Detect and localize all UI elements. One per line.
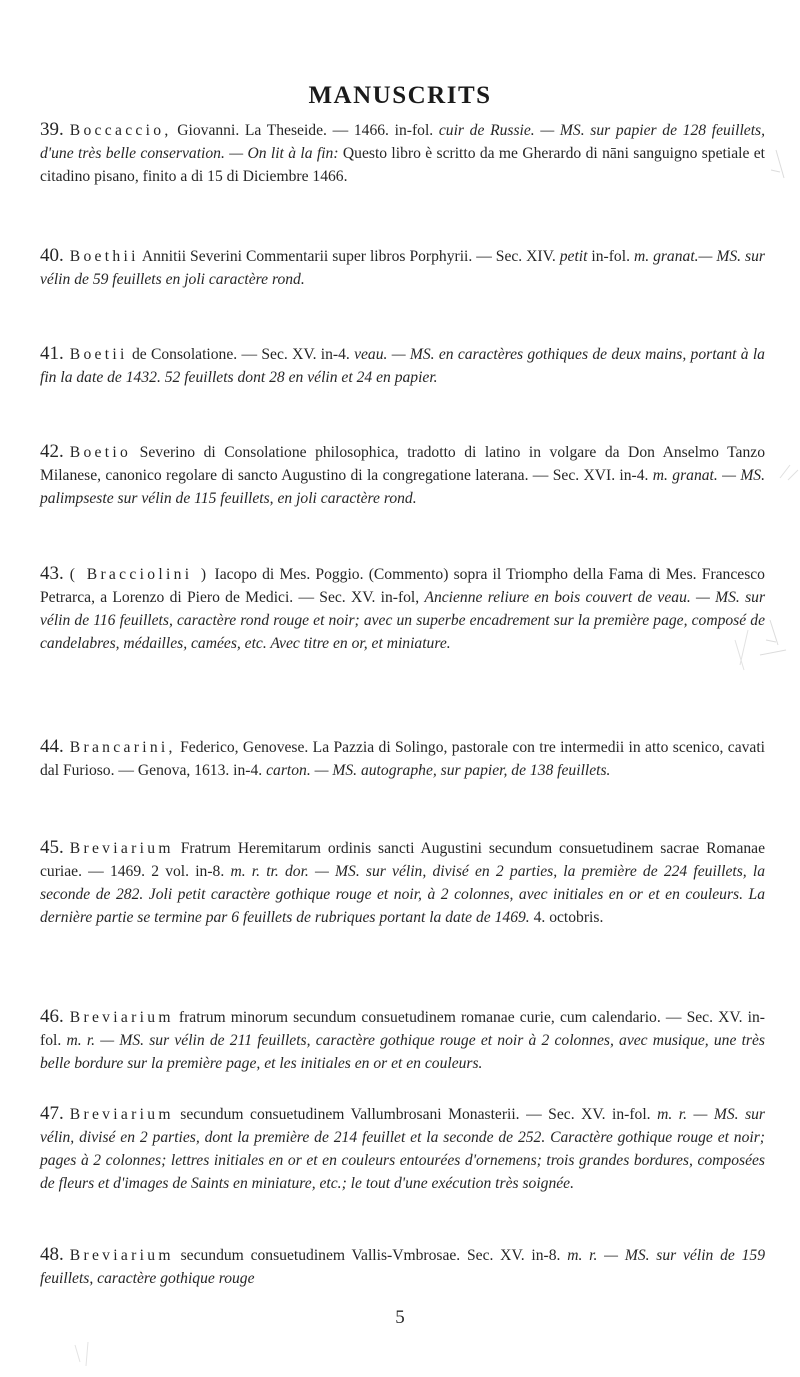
entry-text: Annitii Severini Commentarii super libros Porphyrii. — Sec. XIV. (141, 248, 556, 265)
entry-description: — MS. sur papier de 128 feuillets, d'une très belle conservation. — On lit à la fin: (40, 122, 766, 162)
entry-43 (40, 562, 765, 655)
entry-text: secundum consuetudinem Vallumbrosani Monasterii. — Sec. XV. in-fol. (180, 1106, 651, 1123)
entry-text: Iacopo di Mes. Poggio. (Commento) sopra il Triompho della Fama di Mes. Francesco Petrarca, a Lorenzo di Piero de Medici. — Sec. XV. in-fol, (40, 566, 765, 606)
entry-text: Federico, Genovese. La Pazzia di Solingo, pastorale con tre intermedii in atto scenico, cavati dal Furioso. — Genova, 1613. in-4. (40, 739, 765, 779)
entry-number: 39. (40, 119, 64, 140)
entry-41 (40, 342, 765, 389)
entry-description: m. r. — MS. sur vélin de 211 feuillets, caractère gothique rouge et noir à 2 colonnes, avec musique, une très belle bordure sur la première page, et les initiales en or et en couleurs. (40, 1032, 765, 1072)
entry-48 (40, 1243, 765, 1290)
entry-text: de Consolatione. — Sec. XV. in-4. (131, 346, 350, 363)
entry-heading: Boethii (69, 248, 139, 265)
entry-heading: Boccaccio, (69, 122, 172, 139)
page-number: 5 (395, 1307, 405, 1328)
entry-39 (40, 118, 765, 188)
entry-45 (40, 836, 765, 929)
entry-47 (40, 1102, 765, 1195)
entry-heading: Breviarium (69, 840, 174, 857)
entry-heading: Boetio (69, 444, 132, 461)
entry-description: veau. — MS. en caractères gothiques de deux mains, portant à la fin la date de 1432. 52 feuillets dont 28 en vélin et 24 en papier. (40, 346, 765, 386)
entry-number: 46. (40, 1006, 64, 1027)
entry-number: 40. (40, 245, 64, 266)
entry-text: fratrum minorum secundum consuetudinem romanae curie, cum calendario. — Sec. XV. in-fol. (40, 1009, 765, 1049)
entry-number: 47. (40, 1103, 64, 1124)
entry-heading: Breviarium (69, 1247, 174, 1264)
entry-heading: Brancarini, (69, 739, 176, 756)
entry-number: 42. (40, 441, 64, 462)
entry-description: Ancienne reliure en bois couvert de veau. — MS. sur vélin de 116 feuillets, caractère rond rouge et noir; avec un superbe encadrement sur la première page, composé de candelabres, médailles, camées, etc. Avec titre en or, et miniature. (40, 589, 766, 652)
entry-44 (40, 735, 765, 782)
entry-description: m. r. — MS. sur vélin de 159 feuillets, caractère gothique rouge (40, 1247, 765, 1287)
entry-text: Giovanni. La Theseide. — 1466. in-fol. (177, 122, 434, 139)
entry-number: 44. (40, 736, 64, 757)
entry-description: m. r. tr. dor. — MS. sur vélin, divisé en 2 parties, la première de 224 feuillets, la seconde de 282. Joli petit caractère gothique rouge et noir, à 2 colonnes, avec initiales en or et en couleurs. La dernière partie se termine par 6 feuillets de rubriques portant la date de 1469. (40, 863, 766, 926)
entry-heading: Breviarium (69, 1009, 174, 1026)
entry-description: carton. — MS. autographe, sur papier, de 138 feuillets. (266, 762, 611, 779)
entry-number: 41. (40, 343, 64, 364)
entry-number: 43. (40, 563, 64, 584)
entry-description: m. granat. — MS. palimpseste sur vélin de 115 feuillets, en joli caractère rond. (40, 467, 765, 507)
entry-heading: Breviarium (69, 1106, 174, 1123)
entry-number: 45. (40, 837, 64, 858)
entry-46 (40, 1005, 765, 1075)
entry-binding: cuir de Russie. (438, 122, 535, 139)
entry-42 (40, 440, 765, 510)
running-head: MANUSCRITS (308, 82, 492, 109)
entry-text: secundum consuetudinem Vallis-Vmbrosae. Sec. XV. in-8. (180, 1247, 561, 1264)
entry-text: Fratrum Heremitarum ordinis sancti Augustini secundum consuetudinem sacrae Romanae curiae. — 1469. 2 vol. in-8. (40, 840, 766, 880)
entry-colophon: Questo libro è scritto da me Gherardo di nāni sanguigno spetiale et citadino pisano, finito a di 15 di Diciembre 1466. (40, 145, 765, 185)
entry-description: m. r. — MS. sur vélin, divisé en 2 parties, dont la première de 214 feuillet et la seconde de 252. Caractère gothique rouge et noir; pages à 2 colonnes; lettres initiales en or et en couleurs entourées d'ornemens; trois grandes bordures, composées de fleurs et d'images de Saints en miniature, etc.; le tout d'une exécution très soignée. (40, 1106, 766, 1192)
entry-format-size: in-fol. (591, 248, 630, 265)
entry-number: 48. (40, 1244, 64, 1265)
entry-date-tail: 4. octobris. (533, 909, 604, 926)
entry-heading: Boetii (69, 346, 128, 363)
entry-description: m. granat.— MS. sur vélin de 59 feuillets en joli caractère rond. (40, 248, 765, 288)
entry-heading: ( Bracciolini ) (69, 566, 210, 583)
entry-format: petit (559, 248, 588, 265)
entry-text: Severino di Consolatione philosophica, tradotto di latino in volgare da Don Anselmo Tanzo Milanese, canonico regolare di sancto Augustino di la congregatione laterana. — Sec. XVI. in-4. (40, 444, 765, 484)
entry-40 (40, 244, 765, 291)
